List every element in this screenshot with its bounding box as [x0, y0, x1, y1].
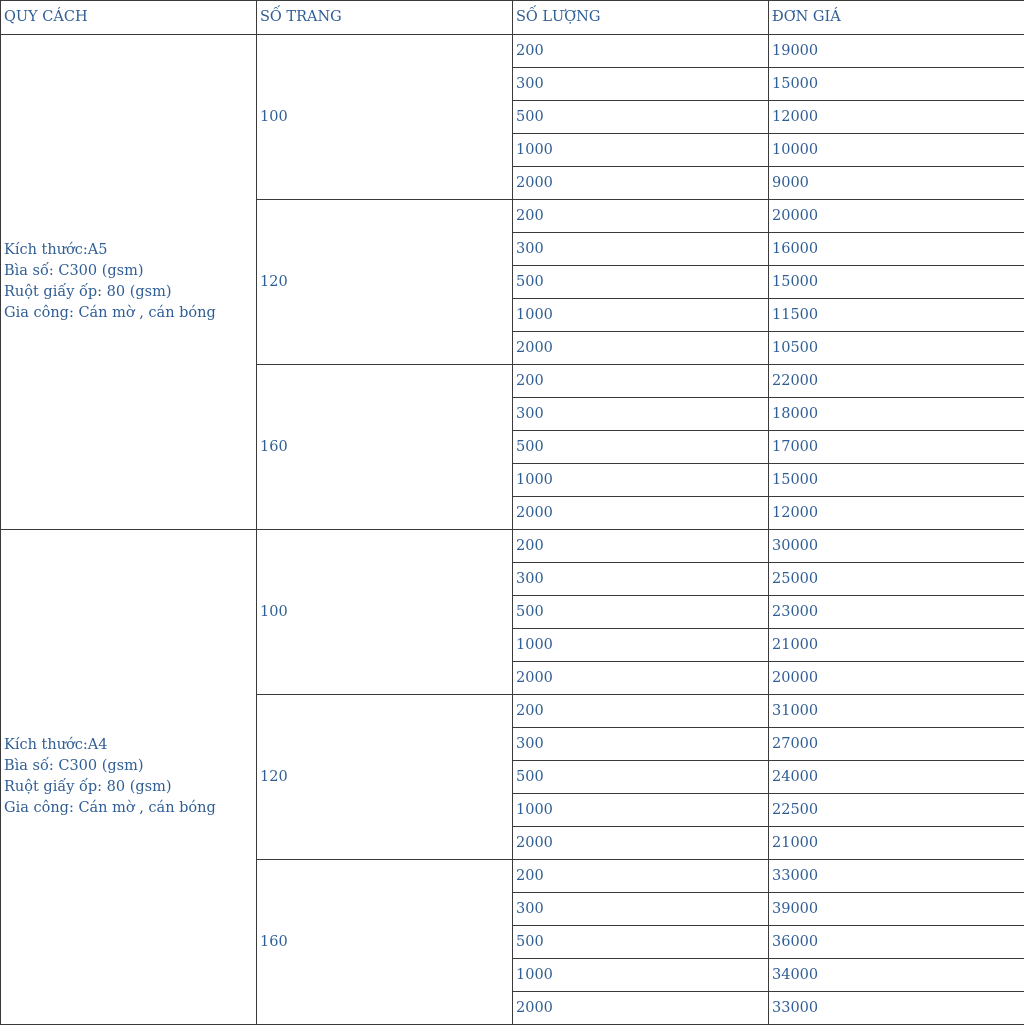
spec-line: Kích thước:A4 — [4, 735, 256, 756]
quantity-cell: 500 — [513, 926, 769, 959]
quantity-cell: 1000 — [513, 629, 769, 662]
pages-cell: 120 — [257, 200, 513, 365]
unit-price-cell: 15000 — [769, 464, 1024, 497]
quantity-cell: 1000 — [513, 299, 769, 332]
unit-price-cell: 12000 — [769, 497, 1024, 530]
pages-cell: 100 — [257, 530, 513, 695]
spec-line: Gia công: Cán mờ , cán bóng — [4, 798, 256, 819]
quantity-cell: 300 — [513, 233, 769, 266]
quantity-cell: 500 — [513, 761, 769, 794]
quantity-cell: 300 — [513, 68, 769, 101]
quantity-cell: 300 — [513, 398, 769, 431]
spec-line: Bìa số: C300 (gsm) — [4, 756, 256, 777]
unit-price-cell: 11500 — [769, 299, 1024, 332]
table-header — [1, 1, 1024, 35]
spec-line: Ruột giấy ốp: 80 (gsm) — [4, 282, 256, 303]
quantity-cell: 2000 — [513, 167, 769, 200]
quantity-cell: 1000 — [513, 959, 769, 992]
unit-price-cell: 20000 — [769, 200, 1024, 233]
quantity-cell: 500 — [513, 101, 769, 134]
quantity-cell: 2000 — [513, 497, 769, 530]
unit-price-cell: 15000 — [769, 266, 1024, 299]
quantity-cell: 2000 — [513, 332, 769, 365]
unit-price-cell: 18000 — [769, 398, 1024, 431]
quantity-cell: 500 — [513, 596, 769, 629]
header-don-gia: ĐƠN GIÁ — [769, 1, 1024, 35]
spec-line: Kích thước:A5 — [4, 240, 256, 261]
unit-price-cell: 21000 — [769, 827, 1024, 860]
quantity-cell: 300 — [513, 728, 769, 761]
quantity-cell: 500 — [513, 266, 769, 299]
unit-price-cell: 22500 — [769, 794, 1024, 827]
header-so-luong: SỐ LƯỢNG — [513, 1, 769, 35]
unit-price-cell: 24000 — [769, 761, 1024, 794]
quantity-cell: 200 — [513, 35, 769, 68]
quantity-cell: 200 — [513, 695, 769, 728]
unit-price-cell: 10000 — [769, 134, 1024, 167]
quantity-cell: 2000 — [513, 992, 769, 1025]
spec-line: Gia công: Cán mờ , cán bóng — [4, 303, 256, 324]
header-row — [1, 1, 1024, 35]
quantity-cell: 300 — [513, 893, 769, 926]
unit-price-cell: 34000 — [769, 959, 1024, 992]
unit-price-cell: 36000 — [769, 926, 1024, 959]
spec-cell — [1, 35, 257, 530]
unit-price-cell: 9000 — [769, 167, 1024, 200]
unit-price-cell: 19000 — [769, 35, 1024, 68]
table-row — [1, 35, 1024, 68]
unit-price-cell: 15000 — [769, 68, 1024, 101]
pages-cell: 120 — [257, 695, 513, 860]
header-so-trang: SỐ TRANG — [257, 1, 513, 35]
quantity-cell: 1000 — [513, 464, 769, 497]
unit-price-cell: 21000 — [769, 629, 1024, 662]
unit-price-cell: 27000 — [769, 728, 1024, 761]
quantity-cell: 200 — [513, 200, 769, 233]
quantity-cell: 2000 — [513, 827, 769, 860]
pages-cell: 160 — [257, 860, 513, 1025]
spec-cell — [1, 530, 257, 1025]
spec-line: Ruột giấy ốp: 80 (gsm) — [4, 777, 256, 798]
quantity-cell: 500 — [513, 431, 769, 464]
quantity-cell: 200 — [513, 860, 769, 893]
unit-price-cell: 31000 — [769, 695, 1024, 728]
quantity-cell: 1000 — [513, 134, 769, 167]
unit-price-cell: 33000 — [769, 992, 1024, 1025]
quantity-cell: 2000 — [513, 662, 769, 695]
unit-price-cell: 12000 — [769, 101, 1024, 134]
unit-price-cell: 22000 — [769, 365, 1024, 398]
quantity-cell: 200 — [513, 530, 769, 563]
quantity-cell: 200 — [513, 365, 769, 398]
header-quy-cach: QUY CÁCH — [1, 1, 257, 35]
table-body — [1, 35, 1024, 1025]
spec-line: Bìa số: C300 (gsm) — [4, 261, 256, 282]
quantity-cell: 1000 — [513, 794, 769, 827]
table-row — [1, 530, 1024, 563]
unit-price-cell: 30000 — [769, 530, 1024, 563]
pages-cell: 100 — [257, 35, 513, 200]
unit-price-cell: 39000 — [769, 893, 1024, 926]
unit-price-cell: 23000 — [769, 596, 1024, 629]
unit-price-cell: 33000 — [769, 860, 1024, 893]
quantity-cell: 300 — [513, 563, 769, 596]
unit-price-cell: 20000 — [769, 662, 1024, 695]
unit-price-cell: 16000 — [769, 233, 1024, 266]
unit-price-cell: 17000 — [769, 431, 1024, 464]
unit-price-cell: 10500 — [769, 332, 1024, 365]
pages-cell: 160 — [257, 365, 513, 530]
unit-price-cell: 25000 — [769, 563, 1024, 596]
